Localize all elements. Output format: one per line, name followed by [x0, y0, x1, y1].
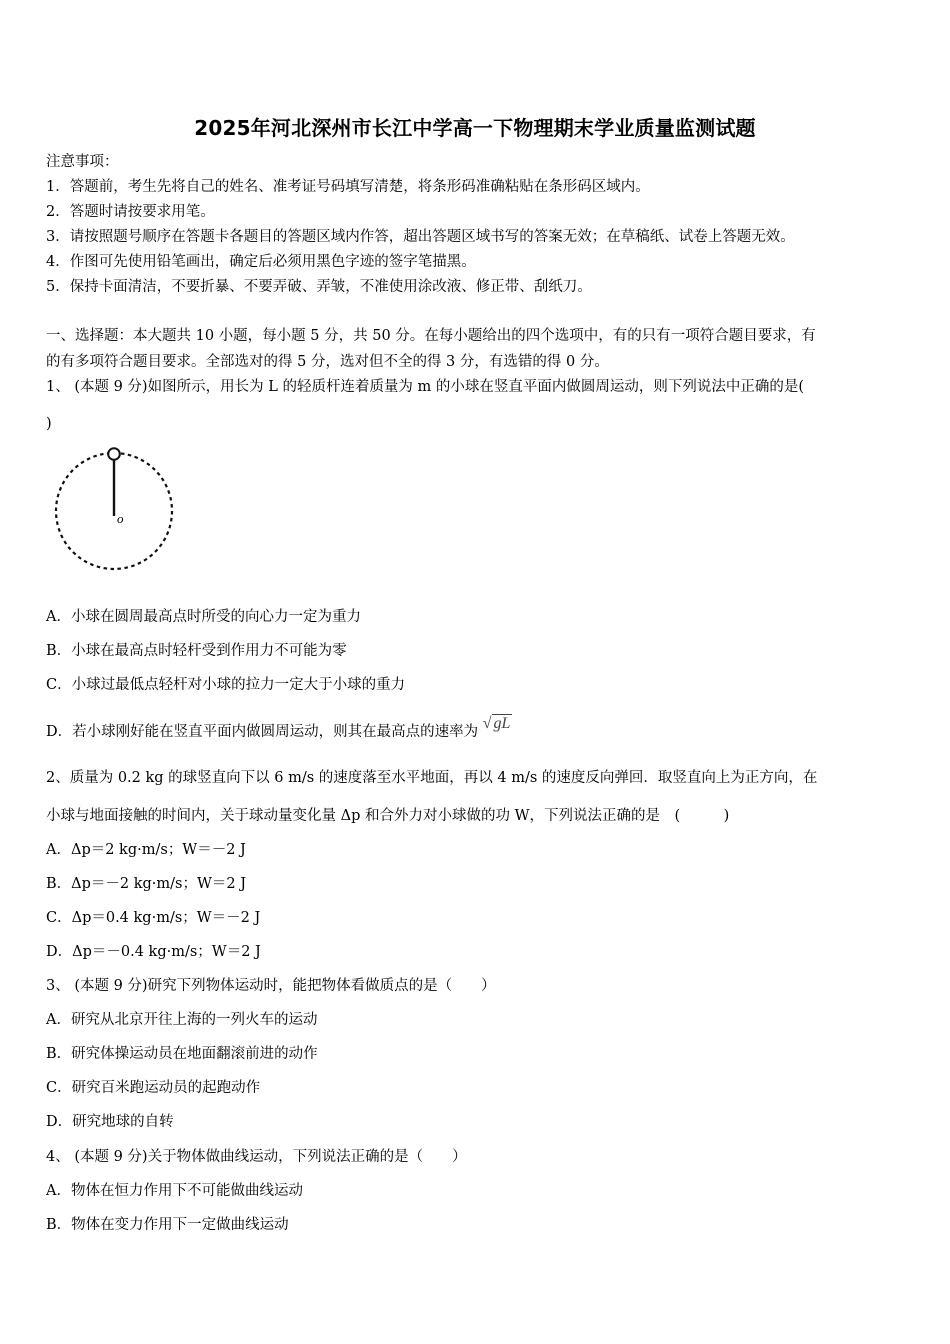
circular-motion-figure [48, 444, 182, 574]
question-2-stem: 小球与地面接触的时间内，关于球动量变化量 Δp 和合外力对小球做的功 W，下列说法正确的是 ( ) [46, 808, 730, 824]
center-label: o [117, 511, 124, 526]
q1-option-d [46, 715, 512, 742]
q1-option-c: C．小球过最低点轻杆对小球的拉力一定大于小球的重力 [46, 677, 406, 693]
q4-option-b: B．物体在变力作用下一定做曲线运动 [46, 1217, 289, 1233]
sqrt-radicand: gL [493, 715, 511, 732]
q3-option-a: A．研究从北京开往上海的一列火车的运动 [46, 1012, 318, 1028]
q2-option-c: C．Δp＝0.4 kg·m/s；W＝－2 J [46, 910, 261, 926]
q1-option-b: B．小球在最高点时轻杆受到作用力不可能为零 [46, 643, 347, 659]
notice-item: 5．保持卡面清洁，不要折暴、不要弄破、弄皱，不准使用涂改液、修正带、刮纸刀。 [46, 279, 592, 295]
ball [108, 448, 120, 460]
q3-option-d: D．研究地球的自转 [46, 1114, 174, 1130]
q2-option-a: A．Δp＝2 kg·m/s；W＝－2 J [46, 842, 246, 858]
section-intro: 的有多项符合题目要求。全部选对的得 5 分，选对但不全的得 3 分，有选错的得 0 分。 [46, 354, 609, 370]
page-title: 2025年河北深州市长江中学高一下物理期末学业质量监测试题 [194, 116, 756, 140]
q1-option-a: A．小球在圆周最高点时所受的向心力一定为重力 [46, 609, 361, 625]
question-4-stem: 4、 (本题 9 分)关于物体做曲线运动，下列说法正确的是（ ） [46, 1149, 467, 1165]
question-3-stem: 3、 (本题 9 分)研究下列物体运动时，能把物体看做质点的是（ ） [46, 978, 496, 994]
question-2-stem: 2、质量为 0.2 kg 的球竖直向下以 6 m/s 的速度落至水平地面，再以 4 m/s 的速度反向弹回．取竖直向上为正方向，在 [46, 770, 818, 786]
q3-option-b: B．研究体操运动员在地面翻滚前进的动作 [46, 1046, 318, 1062]
notice-heading: 注意事项： [46, 154, 119, 170]
question-1-stem: 1、 (本题 9 分)如图所示，用长为 L 的轻质杆连着质量为 m 的小球在竖直平面内做圆周运动，则下列说法中正确的是( [46, 379, 805, 395]
notice-item: 1．答题前，考生先将自己的姓名、准考证号码填写清楚，将条形码准确粘贴在条形码区域内。 [46, 179, 650, 195]
q2-option-b: B．Δp＝－2 kg·m/s；W＝2 J [46, 876, 247, 892]
sqrt-expression: √ gL [482, 715, 511, 732]
q4-option-a: A．物体在恒力作用下不可能做曲线运动 [46, 1183, 303, 1199]
notice-item: 3．请按照题号顺序在答题卡各题目的答题区域内作答，超出答题区域书写的答案无效；在草稿纸、试卷上答题无效。 [46, 229, 795, 245]
section-intro: 一、选择题：本大题共 10 小题，每小题 5 分，共 50 分。在每小题给出的四个选项中，有的只有一项符合题目要求，有 [46, 328, 816, 344]
notice-item: 2．答题时请按要求用笔。 [46, 204, 215, 220]
q1-option-d-text: D．若小球刚好能在竖直平面内做圆周运动，则其在最高点的速率为 [46, 724, 479, 740]
notice-item: 4．作图可先使用铅笔画出，确定后必须用黑色字迹的签字笔描黑。 [46, 254, 476, 270]
q3-option-c: C．研究百米跑运动员的起跑动作 [46, 1080, 261, 1096]
q2-option-d: D．Δp＝－0.4 kg·m/s；W＝2 J [46, 944, 261, 960]
question-1-stem-end: ) [46, 416, 52, 432]
